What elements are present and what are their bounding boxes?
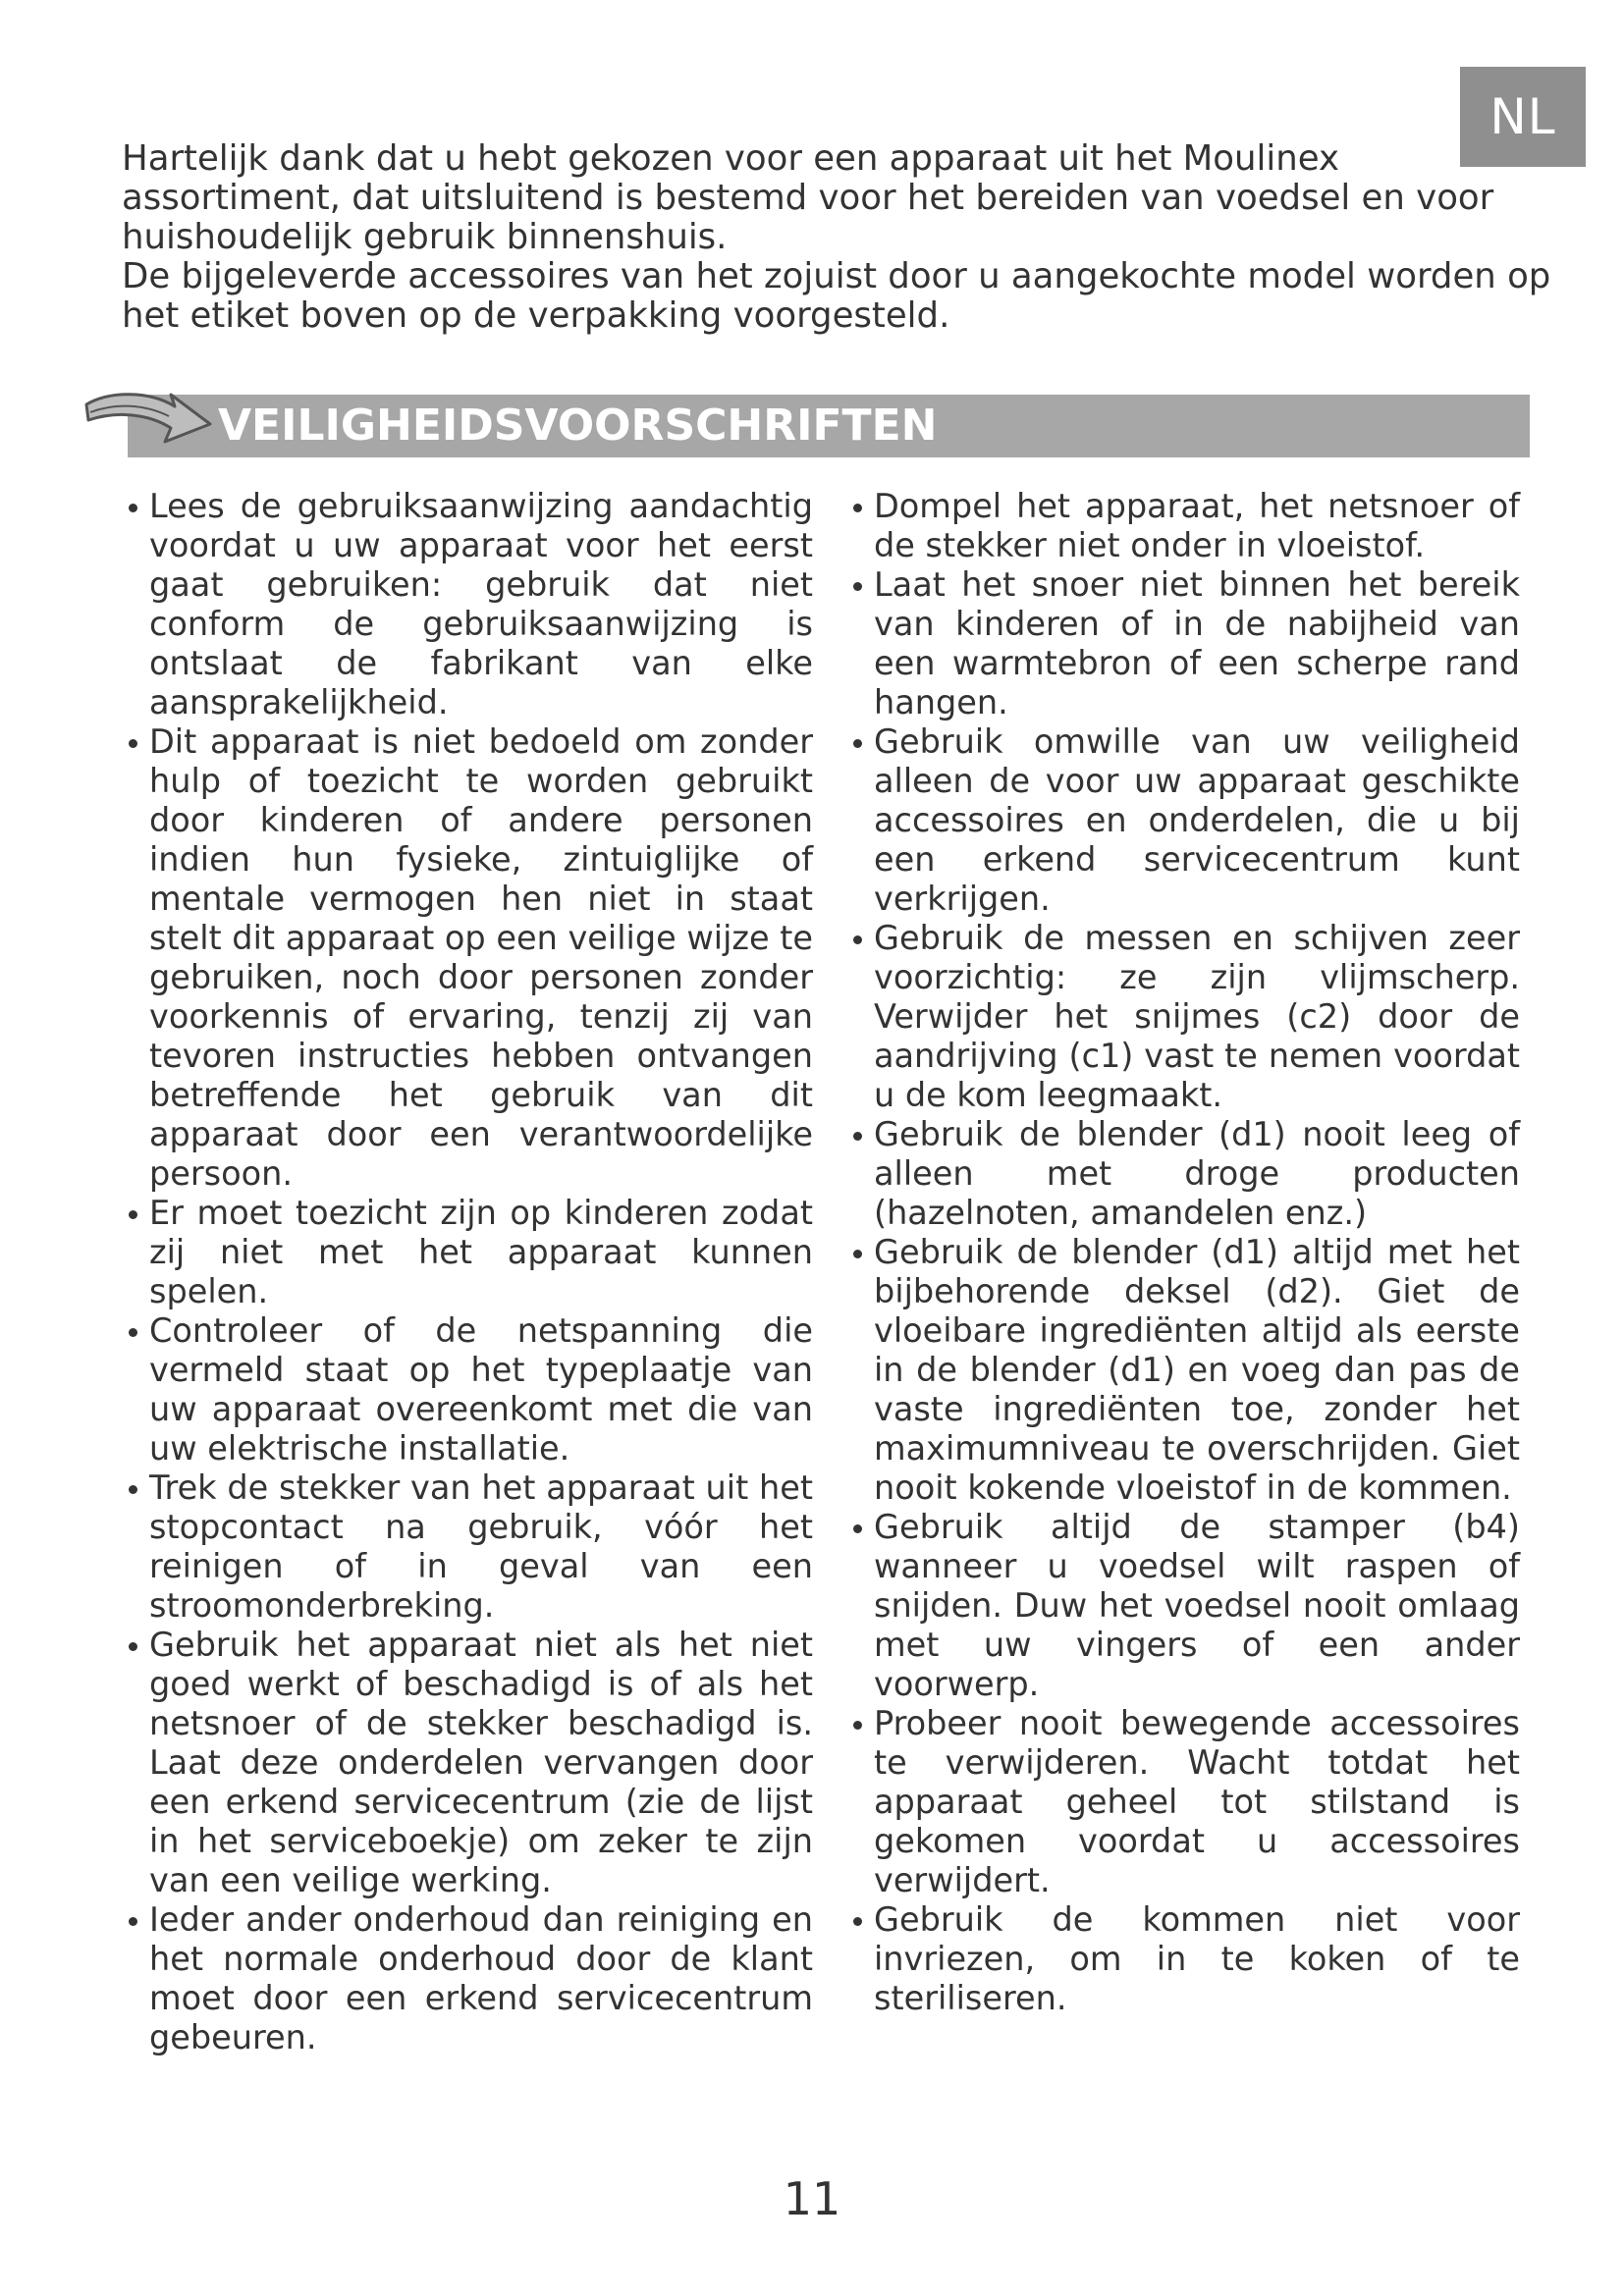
list-item bbox=[850, 1704, 1520, 1900]
list-item bbox=[850, 919, 1520, 1115]
bullet-icon bbox=[126, 1900, 145, 1940]
list-item-text: Probeer nooit bewegende accessoires te verwijderen. Wacht totdat het apparaat geheel tot stilstand is gekomen voordat u accessoires verwijdert. bbox=[874, 1704, 1520, 1899]
section-title: VEILIGHEIDSVOORSCHRIFTEN bbox=[218, 400, 938, 451]
list-item bbox=[850, 1115, 1520, 1233]
list-item-text: Dompel het apparaat, het netsnoer of de stekker niet onder in vloeistof. bbox=[874, 487, 1520, 564]
bullet-icon bbox=[850, 1508, 870, 1547]
intro-text bbox=[122, 139, 1565, 336]
list-item bbox=[126, 1311, 813, 1468]
bullet-icon bbox=[850, 1233, 870, 1272]
list-item-text: Gebruik de blender (d1) nooit leeg of alleen met droge producten (hazelnoten, amandelen enz.) bbox=[874, 1115, 1520, 1232]
bullet-icon bbox=[126, 1468, 145, 1508]
bullet-icon bbox=[850, 1900, 870, 1940]
safety-list-right bbox=[850, 487, 1520, 2018]
list-item-text: Gebruik de messen en schijven zeer voorzichtig: ze zijn vlijmscherp. Verwijder het snijmes (c2) door de aandrijving (c1) vast te nemen voordat u de kom leegmaakt. bbox=[874, 919, 1520, 1114]
list-item bbox=[850, 1508, 1520, 1704]
bullet-icon bbox=[126, 1311, 145, 1351]
bullet-icon bbox=[850, 722, 870, 762]
list-item-text: Gebruik de kommen niet voor invriezen, om in te koken of te steriliseren. bbox=[874, 1900, 1520, 2017]
list-item bbox=[126, 487, 813, 722]
language-badge: NL bbox=[1460, 67, 1586, 167]
list-item bbox=[126, 1468, 813, 1626]
list-item bbox=[126, 722, 813, 1194]
list-item bbox=[850, 487, 1520, 565]
list-item-text: Gebruik altijd de stamper (b4) wanneer u voedsel wilt raspen of snijden. Duw het voedsel nooit omlaag met uw vingers of een ander voorwerp. bbox=[874, 1508, 1520, 1703]
bullet-icon bbox=[850, 1115, 870, 1154]
bullet-icon bbox=[850, 919, 870, 958]
list-item bbox=[850, 722, 1520, 919]
list-item-text: Er moet toezicht zijn op kinderen zodat zij niet met het apparaat kunnen spelen. bbox=[149, 1194, 813, 1310]
list-item-text: Controleer of de netspanning die vermeld staat op het typeplaatje van uw apparaat overeenkomt met die van uw elektrische installatie. bbox=[149, 1311, 813, 1468]
list-item bbox=[850, 1900, 1520, 2018]
list-item-text: Gebruik de blender (d1) altijd met het bijbehorende deksel (d2). Giet de vloeibare ingrediënten altijd als eerste in de blender (d1) en voeg dan pas de vaste ingrediënten toe, zonder het maximumniveau te overschrijden. Giet nooit kokende vloeistof in de kommen. bbox=[874, 1233, 1520, 1507]
list-item-text: Laat het snoer niet binnen het bereik van kinderen of in de nabijheid van een warmtebron of een scherpe rand hangen. bbox=[874, 565, 1520, 721]
page-number: 11 bbox=[783, 2172, 841, 2225]
section-header bbox=[81, 381, 1530, 459]
bullet-icon bbox=[126, 1626, 145, 1665]
list-item-text: Gebruik het apparaat niet als het niet goed werkt of beschadigd is of als het netsnoer of de stekker beschadigd is. Laat deze onderdelen vervangen door een erkend servicecentrum (zie de lijst in het serviceboekje) om zeker te zijn van een veilige werking. bbox=[149, 1626, 813, 1899]
list-item-text: Trek de stekker van het apparaat uit het stopcontact na gebruik, vóór het reinigen of in geval van een stroomonderbreking. bbox=[149, 1468, 813, 1625]
list-item bbox=[126, 1900, 813, 2057]
list-item-text: Gebruik omwille van uw veiligheid alleen de voor uw apparaat geschikte accessoires en onderdelen, die u bij een erkend servicecentrum kunt verkrijgen. bbox=[874, 722, 1520, 918]
bullet-icon bbox=[850, 487, 870, 526]
intro-paragraph: De bijgeleverde accessoires van het zojuist door u aangekochte model worden op het etiket boven op de verpakking voorgesteld. bbox=[122, 256, 1551, 336]
list-item-text: Lees de gebruiksaanwijzing aandachtig voordat u uw apparaat voor het eerst gaat gebruiken: gebruik dat niet conform de gebruiksaanwijzing is ontslaat de fabrikant van elke aansprakelijkheid. bbox=[149, 487, 813, 721]
bullet-icon bbox=[850, 565, 870, 605]
list-item bbox=[126, 1194, 813, 1311]
list-item bbox=[126, 1626, 813, 1900]
list-item bbox=[850, 1233, 1520, 1508]
list-item-text: Dit apparaat is niet bedoeld om zonder hulp of toezicht te worden gebruikt door kinderen of andere personen indien hun fysieke, zintuiglijke of mentale vermogen hen niet in staat stelt dit apparaat op een veilige wijze te gebruiken, noch door personen zonder voorkennis of ervaring, tenzij zij van tevoren instructies hebben ontvangen betreffende het gebruik van dit apparaat door een verantwoordelijke persoon. bbox=[149, 722, 813, 1193]
intro-paragraph: Hartelijk dank dat u hebt gekozen voor een apparaat uit het Moulinex assortiment, dat uitsluitend is bestemd voor het bereiden van voedsel en voor huishoudelijk gebruik binnenshuis. bbox=[122, 138, 1494, 257]
bullet-icon bbox=[850, 1704, 870, 1743]
arrow-right-icon bbox=[81, 381, 218, 455]
list-item-text: Ieder ander onderhoud dan reiniging en het normale onderhoud door de klant moet door een erkend servicecentrum gebeuren. bbox=[149, 1900, 813, 2056]
list-item bbox=[850, 565, 1520, 722]
bullet-icon bbox=[126, 487, 145, 526]
safety-list-left bbox=[126, 487, 813, 2057]
bullet-icon bbox=[126, 1194, 145, 1233]
bullet-icon bbox=[126, 722, 145, 762]
